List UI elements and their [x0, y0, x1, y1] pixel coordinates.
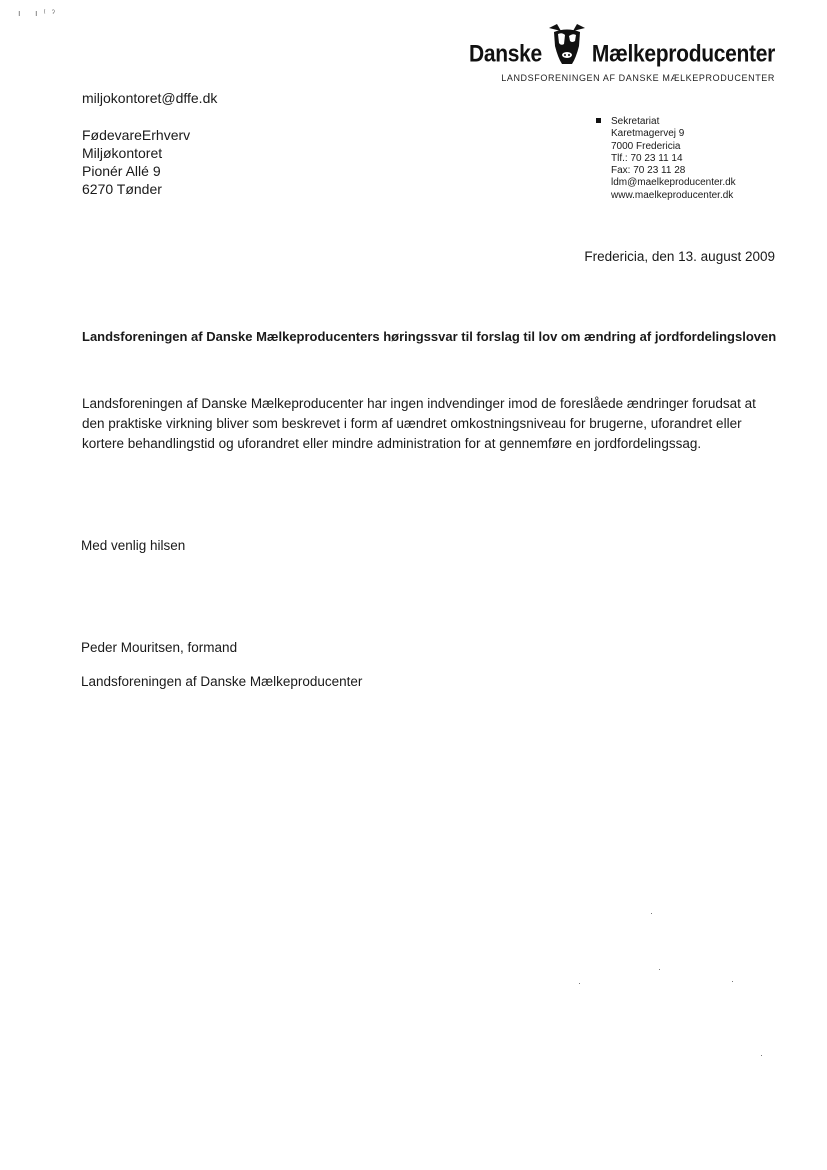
body-line: kortere behandlingstid og uforandret eller mindre administration for at gennemføre en jordfordelingssag.: [82, 436, 702, 451]
letterhead-name-left: Danske: [469, 40, 542, 68]
scan-speck: [579, 983, 580, 984]
letterhead-subtitle: LANDSFORENINGEN AF DANSKE MÆLKEPRODUCENTER: [501, 73, 775, 83]
contact-line: ldm@maelkeproducenter.dk: [611, 177, 736, 189]
contact-line: www.maelkeproducenter.dk: [611, 189, 734, 201]
closing: Med venlig hilsen: [81, 538, 186, 553]
scan-artifact: ı ı⁽ˀ: [18, 8, 61, 18]
square-bullet-icon: [596, 118, 601, 123]
recipient-line: FødevareErhverv: [82, 127, 191, 143]
signer-name: Peder Mouritsen, formand: [81, 640, 238, 655]
signer-organization: Landsforeningen af Danske Mælkeproducenter: [81, 674, 363, 689]
cow-head-icon: [545, 22, 589, 66]
scan-speck: [659, 969, 660, 970]
recipient-line: Miljøkontoret: [82, 145, 163, 161]
recipient-line: Pionér Allé 9: [82, 163, 161, 179]
scan-speck: [761, 1055, 762, 1056]
sender-contact: [596, 116, 736, 202]
letter-body: [82, 394, 772, 454]
recipient-email: miljokontoret@dffe.dk: [82, 90, 218, 106]
letterhead: [469, 22, 775, 66]
contact-line: Tlf.: 70 23 11 14: [611, 152, 683, 164]
scan-speck: [651, 913, 652, 914]
letterhead-name-right: Mælkeproducenter: [591, 40, 775, 68]
letter-subject: Landsforeningen af Danske Mælkeproducenters høringssvar til forslag til lov om ændring af jordfordelingsloven: [82, 329, 777, 344]
contact-line: Karetmagervej 9: [611, 128, 685, 140]
recipient-line: 6270 Tønder: [82, 181, 162, 197]
body-line: den praktiske virkning bliver som beskrevet i form af uændret omkostningsniveau for brugerne, uforandret eller: [82, 416, 742, 431]
recipient-address: [82, 126, 190, 198]
contact-line: 7000 Fredericia: [611, 140, 681, 152]
contact-line: Sekretariat: [611, 116, 660, 127]
body-line: Landsforeningen af Danske Mælkeproducenter har ingen indvendinger imod de foreslåede ændringer forudsat at: [82, 396, 756, 411]
contact-line: Fax: 70 23 11 28: [611, 165, 686, 177]
scan-speck: [732, 981, 733, 982]
dateline: Fredericia, den 13. august 2009: [584, 249, 775, 264]
